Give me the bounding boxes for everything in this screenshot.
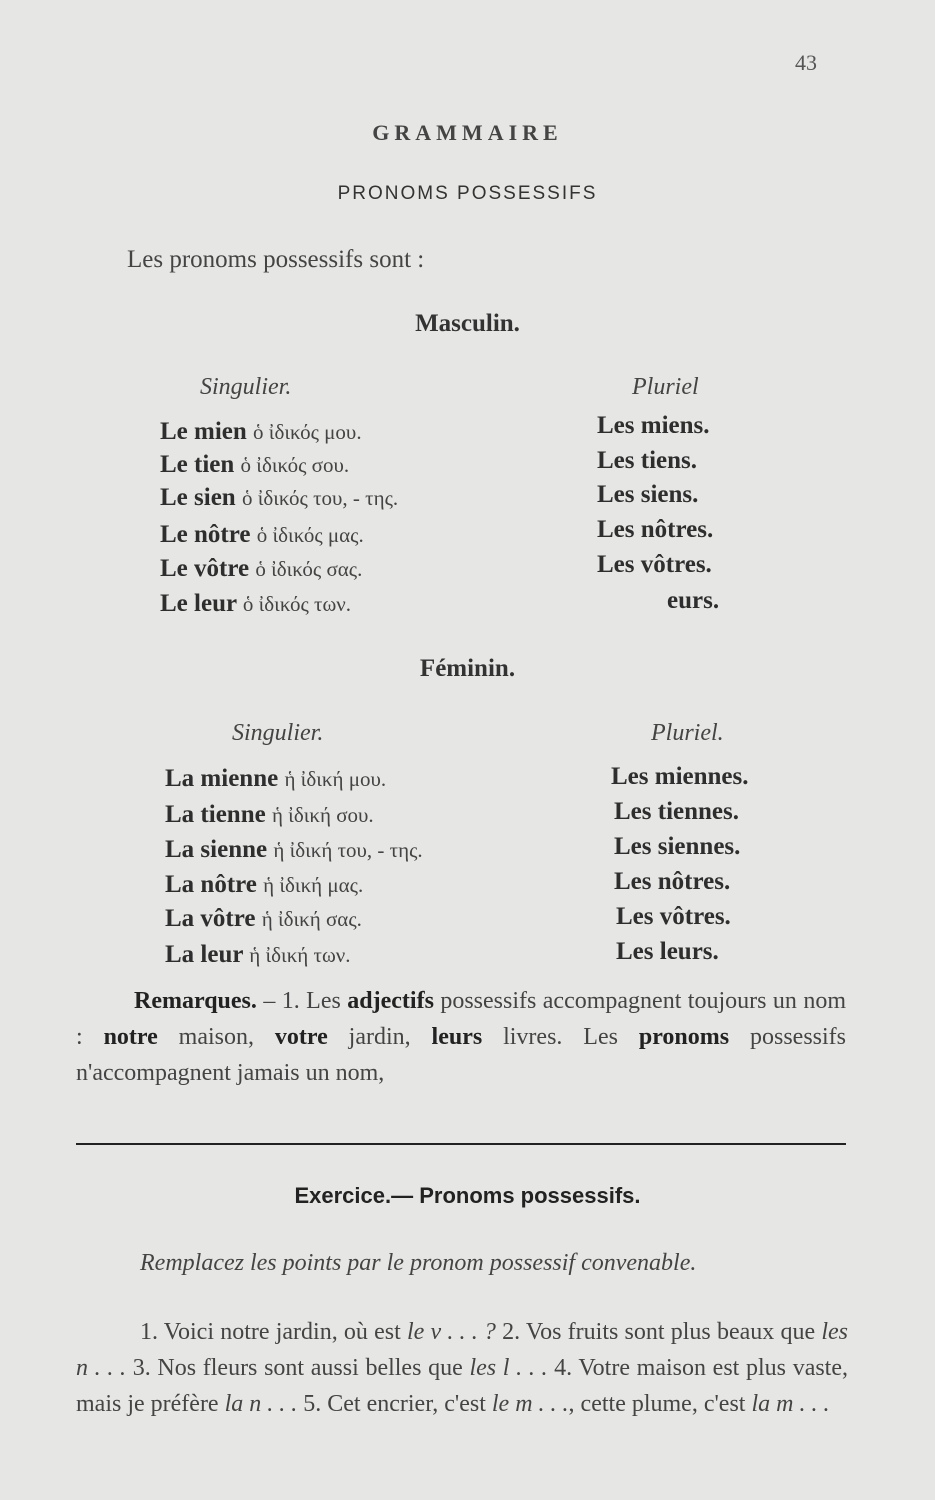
french-pronoun: La leur	[165, 941, 244, 968]
french-pronoun: La tienne	[165, 801, 266, 828]
text-run: livres. Les	[482, 1024, 639, 1050]
french-pronoun: La vôtre	[165, 905, 256, 932]
remarques-paragraph	[76, 983, 846, 1091]
bold-word: adjectifs	[347, 988, 434, 1014]
feminin-plural: Les vôtres.	[616, 903, 731, 930]
masculin-row	[160, 484, 398, 512]
feminin-heading: Féminin.	[419, 655, 516, 682]
french-pronoun: La sienne	[165, 836, 268, 863]
masculin-row	[160, 555, 362, 583]
text-run: jardin,	[327, 1024, 432, 1050]
feminin-row	[165, 801, 374, 829]
blank-italic: le v . . . ?	[406, 1319, 496, 1345]
masculin-row	[160, 521, 364, 549]
feminin-row	[165, 765, 386, 793]
greek-translation: ἡ ἰδική του, - της.	[273, 838, 423, 862]
greek-translation: ἡ ἰδική σας.	[261, 907, 362, 931]
text-run: 2. Vos fruits sont plus beaux que	[495, 1319, 822, 1345]
feminin-plural-label: Pluriel.	[651, 720, 724, 746]
remarques-label: Remarques.	[134, 988, 257, 1014]
bold-word: votre	[274, 1024, 328, 1050]
feminin-row	[165, 871, 363, 899]
greek-translation: ὁ ἰδικός μου.	[253, 420, 362, 444]
divider-rule	[76, 1143, 846, 1145]
page-number: 43	[795, 50, 817, 75]
greek-translation: ὁ ἰδικός σας.	[255, 557, 363, 581]
french-pronoun: La nôtre	[165, 871, 257, 898]
french-pronoun: Le tien	[160, 451, 235, 478]
blank-italic: la n . . .	[224, 1391, 298, 1417]
feminin-row	[165, 941, 351, 969]
feminin-plural: Les tiennes.	[614, 798, 739, 825]
greek-translation: ὁ ἰδικός μας.	[256, 523, 364, 547]
feminin-singular-label: Singulier.	[232, 720, 324, 746]
french-pronoun: Le sien	[160, 484, 236, 511]
feminin-row	[165, 836, 423, 864]
exercise-instruction: Remplacez les points par le pronom possessif convenable.	[140, 1250, 697, 1276]
feminin-plural: Les siennes.	[614, 833, 741, 860]
masculin-heading: Masculin.	[415, 310, 520, 337]
exercise-title: Exercice.— Pronoms possessifs.	[294, 1183, 641, 1208]
greek-translation: ἡ ἰδική μου.	[284, 767, 387, 791]
masculin-row	[160, 590, 351, 618]
greek-translation: ὁ ἰδικός των.	[242, 592, 352, 616]
text-run: , cette plume, c'est	[568, 1391, 752, 1417]
text-run: – 1. Les	[256, 988, 348, 1014]
bold-word: pronoms	[638, 1024, 730, 1050]
text-run: maison,	[157, 1024, 275, 1050]
french-pronoun: Le leur	[160, 590, 237, 617]
text-run: 4. Votre maison est plus vaste, mais je préfère	[76, 1355, 849, 1417]
masculin-plural-label: Pluriel	[632, 374, 699, 400]
intro-text: Les pronoms possessifs sont :	[127, 246, 425, 273]
masculin-row	[160, 451, 349, 479]
section-title: GRAMMAIRE	[372, 120, 563, 145]
exercise-body	[76, 1314, 848, 1422]
bold-word: notre	[103, 1024, 158, 1050]
blank-italic: le m . . .	[491, 1391, 569, 1417]
feminin-plural: Les leurs.	[616, 938, 719, 965]
masculin-row	[160, 418, 362, 446]
masculin-plural: Les vôtres.	[597, 551, 712, 578]
greek-translation: ἡ ἰδική των.	[249, 943, 351, 967]
masculin-plural: Les nôtres.	[597, 516, 714, 543]
feminin-plural: Les nôtres.	[614, 868, 731, 895]
text-run: 3. Nos fleurs sont aussi belles que	[126, 1355, 470, 1381]
subtitle: PRONOMS POSSESSIFS	[337, 183, 598, 204]
text-run: possessifs n'accompagnent jamais un nom,	[76, 1024, 846, 1086]
french-pronoun: Le mien	[160, 418, 247, 445]
feminin-plural: Les miennes.	[611, 763, 749, 790]
masculin-plural: Les miens.	[597, 412, 710, 439]
greek-translation: ὁ ἰδικός του, - της.	[241, 486, 399, 510]
feminin-row	[165, 905, 362, 933]
greek-translation: ἡ ἰδική σου.	[271, 803, 374, 827]
french-pronoun: Le vôtre	[160, 555, 250, 582]
blank-italic: les n . . .	[76, 1319, 848, 1381]
greek-translation: ἡ ἰδική μας.	[263, 873, 364, 897]
text-run: 1. Voici notre jardin, où est	[140, 1319, 407, 1345]
masculin-plural: eurs.	[667, 587, 720, 614]
bold-word: leurs	[431, 1024, 483, 1050]
blank-italic: la m . . .	[751, 1391, 830, 1417]
french-pronoun: Le nôtre	[160, 521, 251, 548]
masculin-plural: Les tiens.	[597, 447, 697, 474]
masculin-singular-label: Singulier.	[200, 374, 292, 400]
french-pronoun: La mienne	[165, 765, 279, 792]
text-run: 5. Cet encrier, c'est	[297, 1391, 492, 1417]
greek-translation: ὁ ἰδικός σου.	[240, 453, 350, 477]
text-run: possessifs accompagnent toujours un nom :	[76, 988, 846, 1050]
blank-italic: les l . . .	[469, 1355, 548, 1381]
masculin-plural: Les siens.	[597, 481, 699, 508]
